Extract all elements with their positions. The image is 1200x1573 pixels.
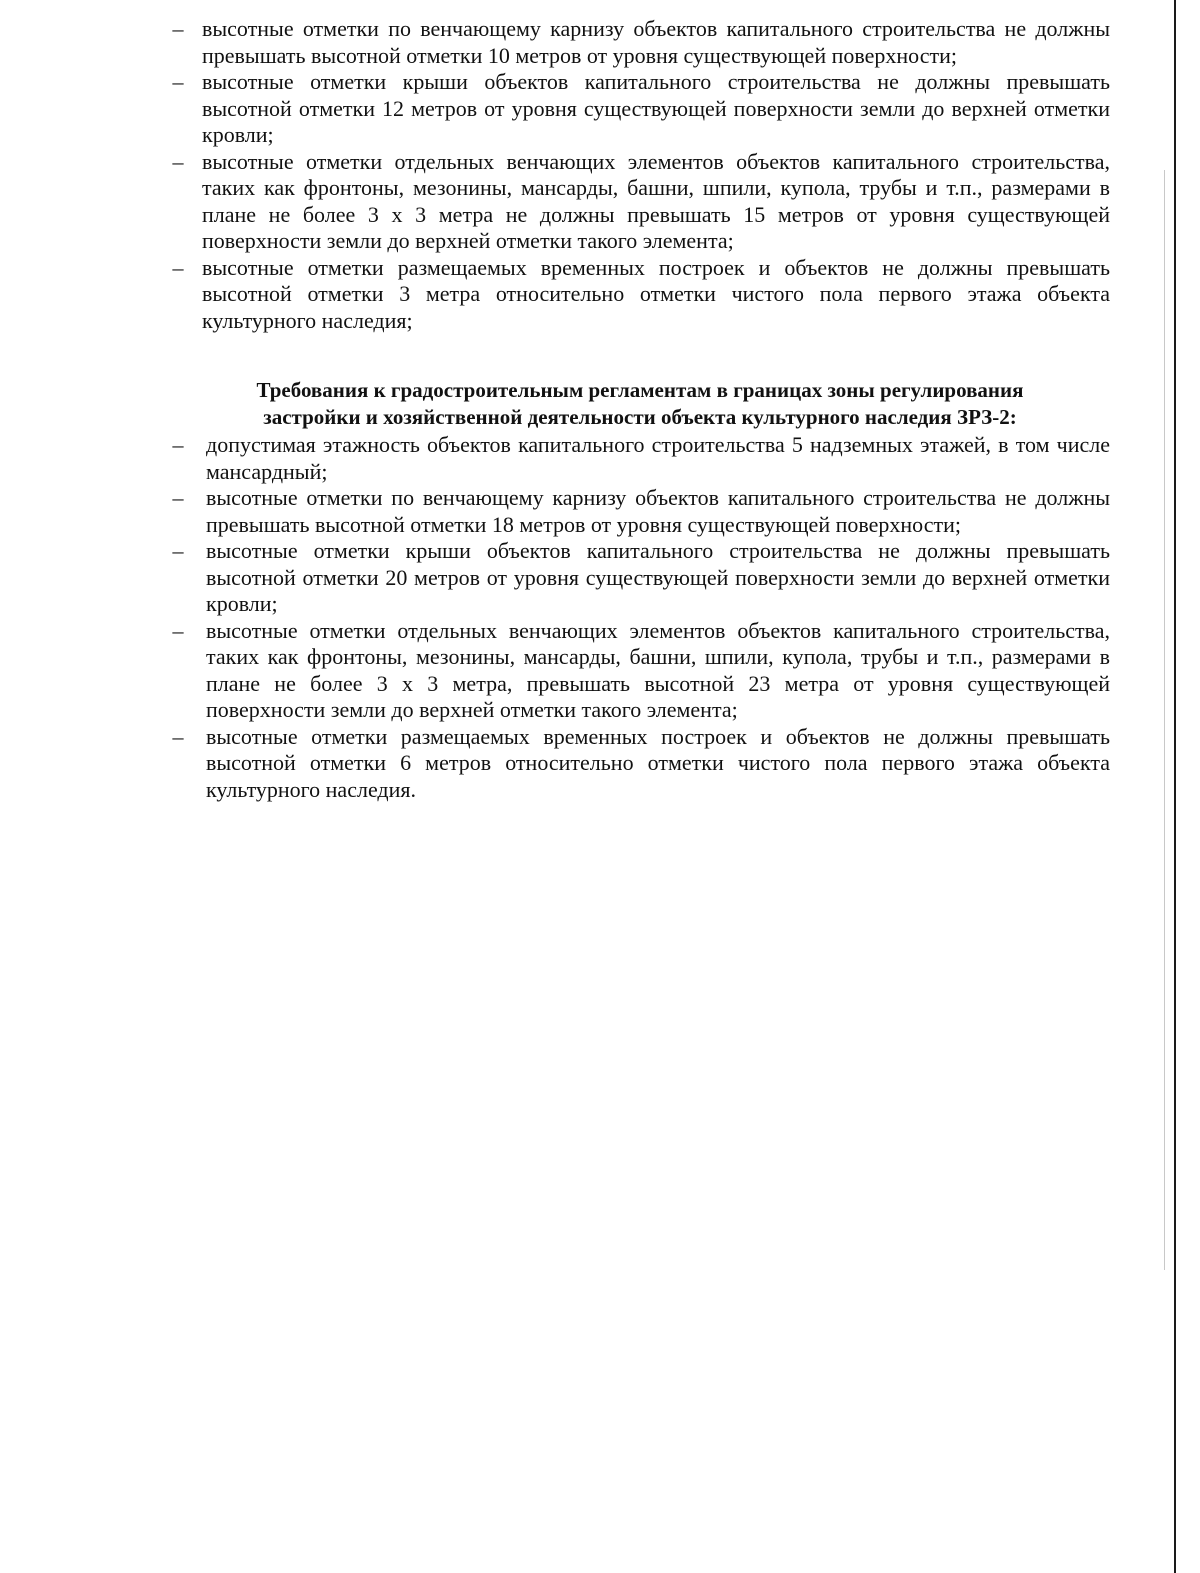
section-heading-line-2: застройки и хозяйственной деятельности объекта культурного наследия ЗРЗ-2: — [263, 404, 1017, 429]
requirements-list-zrz-2 — [162, 432, 1110, 803]
list-item — [162, 432, 1110, 485]
list-item — [162, 69, 1110, 149]
list-item — [162, 485, 1110, 538]
list-dash: – — [172, 254, 184, 280]
list-item-text: высотные отметки размещаемых временных построек и объектов не должны превышать высотной отметки 3 метра относительно отметки чистого пола первого этажа объекта культурного наследия; — [202, 254, 1110, 333]
list-dash: – — [172, 538, 184, 563]
list-item — [162, 255, 1110, 335]
list-dash: – — [172, 432, 184, 457]
list-item-text: высотные отметки отдельных венчающих элементов объектов капитального строительства, таких как фронтоны, мезонины, мансарды, башни, шпили, купола, трубы и т.п., размерами в плане не более 3 х 3 метра, превышать высотной 23 метра от уровня существующей поверхности земли до верхней отметки такого элемента; — [206, 617, 1110, 722]
list-item — [162, 724, 1110, 804]
section-heading-line-1: Требования к градостроительным регламентам в границах зоны регулирования — [256, 378, 1024, 402]
scan-border-line — [1174, 0, 1176, 1573]
list-item — [162, 149, 1110, 255]
list-item-text: высотные отметки крыши объектов капитального строительства не должны превышать высотной отметки 20 метров от уровня существующей поверхности земли до верхней отметки кровли; — [206, 538, 1110, 616]
requirements-list-zone-1 — [162, 16, 1110, 334]
list-item-text: высотные отметки по венчающему карнизу объектов капитального строительства не должны превышать высотной отметки 18 метров от уровня существующей поверхности; — [206, 485, 1110, 537]
list-item-text: допустимая этажность объектов капитального строительства 5 надземных этажей, в том числе мансардный; — [206, 432, 1110, 484]
list-item — [162, 16, 1110, 69]
list-item — [162, 618, 1110, 724]
list-dash: – — [172, 69, 184, 94]
list-item — [162, 538, 1110, 618]
list-item-text: высотные отметки крыши объектов капитального строительства не должны превышать высотной отметки 12 метров от уровня существующей поверхности земли до верхней отметки кровли; — [202, 69, 1110, 147]
list-dash: – — [172, 148, 184, 174]
list-item-text: высотные отметки по венчающему карнизу объектов капитального строительства не должны превышать высотной отметки 10 метров от уровня существующей поверхности; — [202, 16, 1110, 68]
list-dash: – — [172, 485, 184, 510]
section-heading-zrz-2 — [190, 377, 1090, 430]
list-item-text: высотные отметки размещаемых временных построек и объектов не должны превышать высотной отметки 6 метров относительно отметки чистого пола первого этажа объекта культурного наследия. — [206, 723, 1110, 802]
list-item-text: высотные отметки отдельных венчающих элементов объектов капитального строительства, таких как фронтоны, мезонины, мансарды, башни, шпили, купола, трубы и т.п., размерами в плане не более 3 х 3 метра не должны превышать 15 метров от уровня существующей поверхности земли до верхней отметки такого элемента; — [202, 148, 1110, 253]
list-dash: – — [172, 16, 184, 41]
list-dash: – — [172, 617, 184, 643]
scan-border-line-faint — [1164, 170, 1165, 1270]
list-dash: – — [172, 723, 184, 749]
